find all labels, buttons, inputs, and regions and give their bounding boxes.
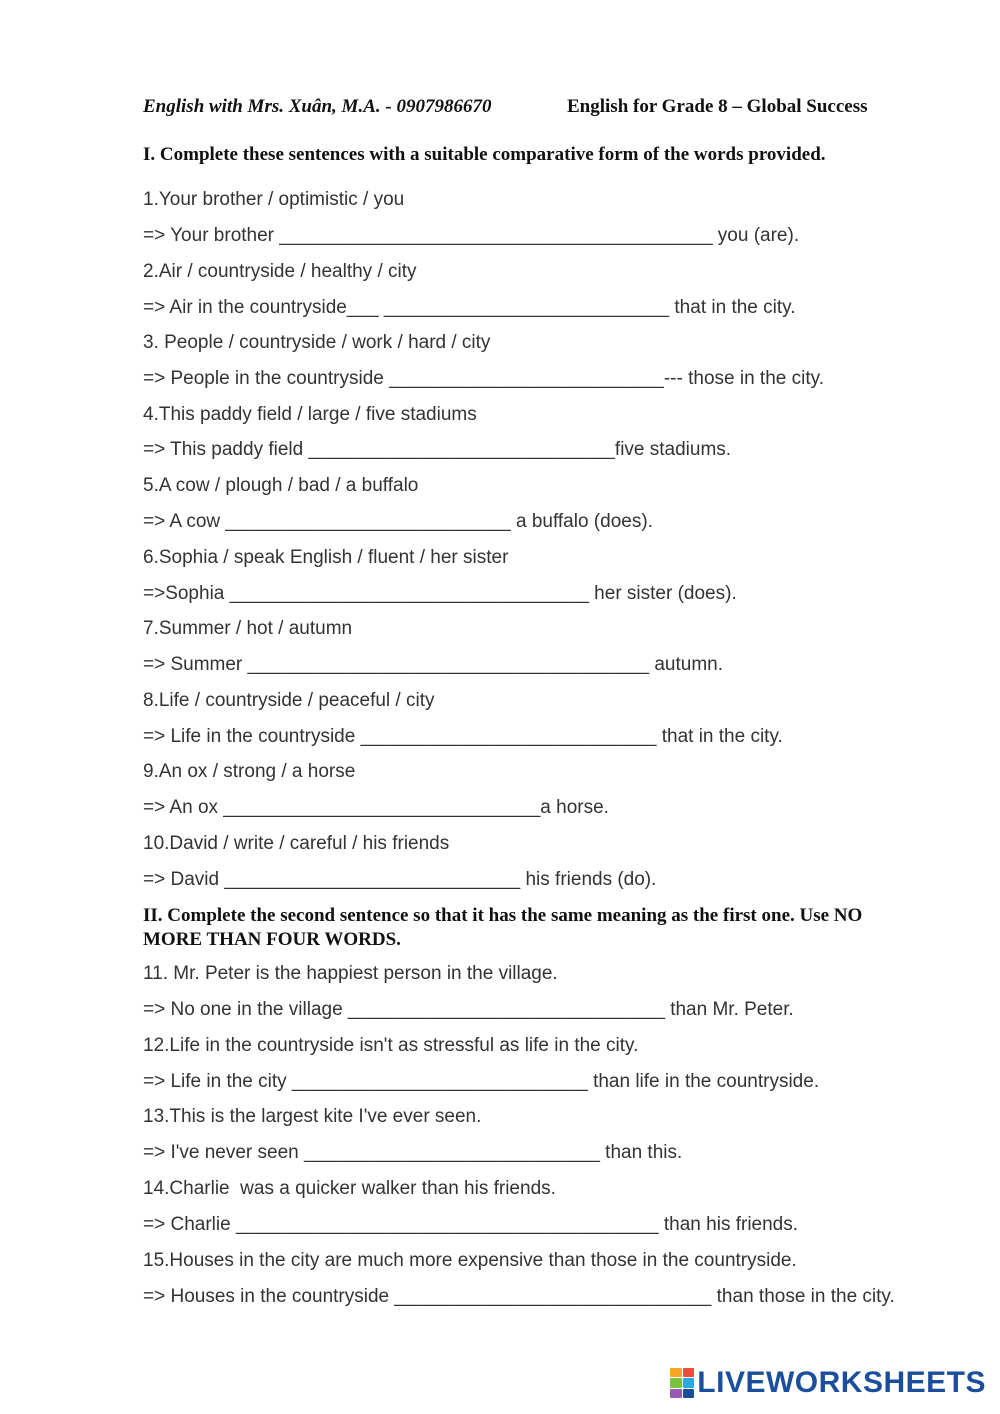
exercise-8-prompt: 8.Life / countryside / peaceful / city [143, 690, 435, 711]
header-course: English for Grade 8 – Global Success [567, 96, 868, 117]
section-2-title: II. Complete the second sentence so that it has the same meaning as the first one. Use NO MORE THAN FOUR WORDS. [143, 905, 863, 950]
exercise-11-answer[interactable]: => No one in the village ______________________________ than Mr. Peter. [143, 999, 794, 1020]
exercise-12-prompt: 12.Life in the countryside isn't as stressful as life in the city. [143, 1035, 639, 1056]
exercise-1-prompt: 1.Your brother / optimistic / you [143, 189, 405, 210]
exercise-3-answer[interactable]: => People in the countryside __________________________--- those in the city. [143, 368, 824, 389]
exercise-11-prompt: 11. Mr. Peter is the happiest person in the village. [143, 963, 558, 984]
exercise-14-answer[interactable]: => Charlie ________________________________________ than his friends. [143, 1214, 799, 1235]
exercise-15-answer[interactable]: => Houses in the countryside ______________________________ than those in the city. [143, 1286, 895, 1307]
exercise-6-answer[interactable]: =>Sophia __________________________________ her sister (does). [143, 583, 737, 604]
exercise-4-answer[interactable]: => This paddy field _____________________________five stadiums. [143, 439, 732, 460]
exercise-5-prompt: 5.A cow / plough / bad / a buffalo [143, 475, 419, 496]
exercise-14-prompt: 14.Charlie was a quicker walker than his friends. [143, 1178, 556, 1199]
exercise-1-answer[interactable]: => Your brother _________________________________________ you (are). [143, 225, 800, 246]
liveworksheets-logo-icon [670, 1368, 694, 1398]
exercise-10-prompt: 10.David / write / careful / his friends [143, 833, 450, 854]
exercise-13-prompt: 13.This is the largest kite I've ever seen. [143, 1106, 482, 1127]
exercise-15-prompt: 15.Houses in the city are much more expensive than those in the countryside. [143, 1250, 797, 1271]
exercise-4-prompt: 4.This paddy field / large / five stadiums [143, 404, 477, 425]
exercise-12-answer[interactable]: => Life in the city ____________________________ than life in the countryside. [143, 1071, 820, 1092]
exercise-7-prompt: 7.Summer / hot / autumn [143, 618, 353, 639]
exercise-2-prompt: 2.Air / countryside / healthy / city [143, 261, 417, 282]
exercise-9-prompt: 9.An ox / strong / a horse [143, 761, 356, 782]
exercise-5-answer[interactable]: => A cow ___________________________ a buffalo (does). [143, 511, 653, 532]
exercise-2-answer[interactable]: => Air in the countryside___ ___________________________ that in the city. [143, 297, 796, 318]
header-teacher: English with Mrs. Xuân, M.A. - 0907986670 [143, 96, 492, 117]
exercise-3-prompt: 3. People / countryside / work / hard / city [143, 332, 491, 353]
exercise-8-answer[interactable]: => Life in the countryside ____________________________ that in the city. [143, 726, 783, 747]
exercise-10-answer[interactable]: => David ____________________________ his friends (do). [143, 869, 657, 890]
exercise-13-answer[interactable]: => I've never seen ____________________________ than this. [143, 1142, 683, 1163]
exercise-9-answer[interactable]: => An ox ______________________________a horse. [143, 797, 609, 818]
liveworksheets-logo[interactable] [670, 1366, 986, 1400]
liveworksheets-logo-text: LIVEWORKSHEETS [697, 1366, 986, 1399]
exercise-6-prompt: 6.Sophia / speak English / fluent / her sister [143, 547, 509, 568]
section-1-title: I. Complete these sentences with a suitable comparative form of the words provided. [143, 144, 826, 165]
worksheet-header [143, 96, 868, 118]
exercise-7-answer[interactable]: => Summer ______________________________________ autumn. [143, 654, 724, 675]
